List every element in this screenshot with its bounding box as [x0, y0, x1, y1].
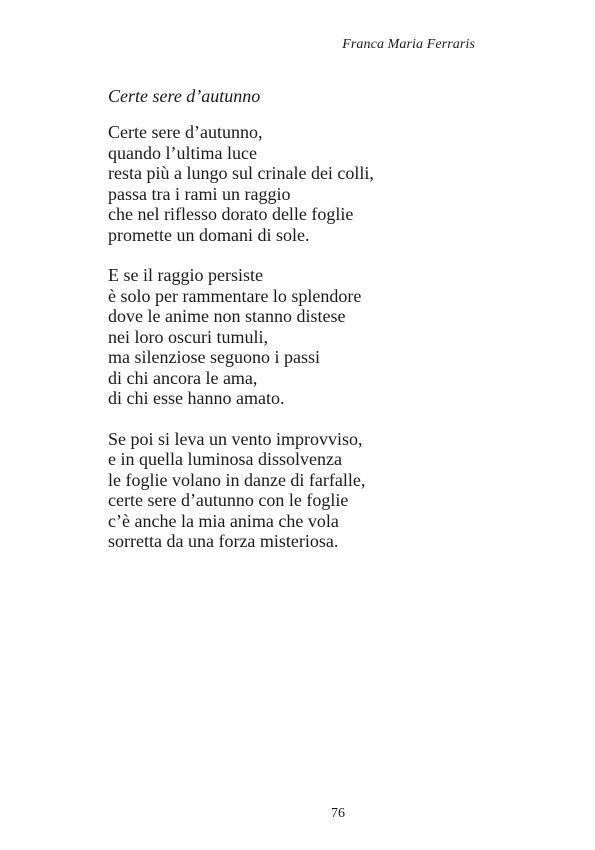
poem-title: Certe sere d’autunno [108, 86, 261, 106]
verse-line: E se il raggio persiste [108, 265, 263, 285]
poem-body [108, 122, 508, 572]
verse-line: ma silenziose seguono i passi [108, 347, 320, 367]
stanza-2 [108, 265, 508, 409]
verse-line: resta più a lungo sul crinale dei colli, [108, 163, 374, 183]
verse-line: certe sere d’autunno con le foglie [108, 490, 349, 510]
stanza-1 [108, 122, 508, 245]
verse-line: dove le anime non stanno distese [108, 306, 346, 326]
verse-line: passa tra i rami un raggio [108, 183, 291, 204]
verse-line: Se poi si leva un vento improvviso, [108, 428, 363, 449]
verse-line: quando l’ultima luce [108, 142, 257, 163]
verse-line: è solo per rammentare lo splendore [108, 285, 362, 306]
verse-line: nei loro oscuri tumuli, [108, 326, 268, 347]
verse-line: che nel riflesso dorato delle foglie [108, 204, 354, 224]
running-header-author: Franca Maria Ferraris [342, 37, 475, 52]
verse-line: di chi esse hanno amato. [108, 388, 285, 408]
verse-line: Certe sere d’autunno, [108, 122, 263, 142]
page-number: 76 [331, 806, 345, 821]
verse-line: promette un domani di sole. [108, 224, 310, 245]
verse-line: di chi ancora le ama, [108, 367, 258, 388]
stanza-3 [108, 429, 508, 552]
verse-line: le foglie volano in danze di farfalle, [108, 469, 366, 490]
verse-line: e in quella luminosa dissolvenza [108, 449, 342, 469]
verse-line: c’è anche la mia anima che vola [108, 510, 339, 531]
verse-line: sorretta da una forza misteriosa. [108, 531, 339, 551]
